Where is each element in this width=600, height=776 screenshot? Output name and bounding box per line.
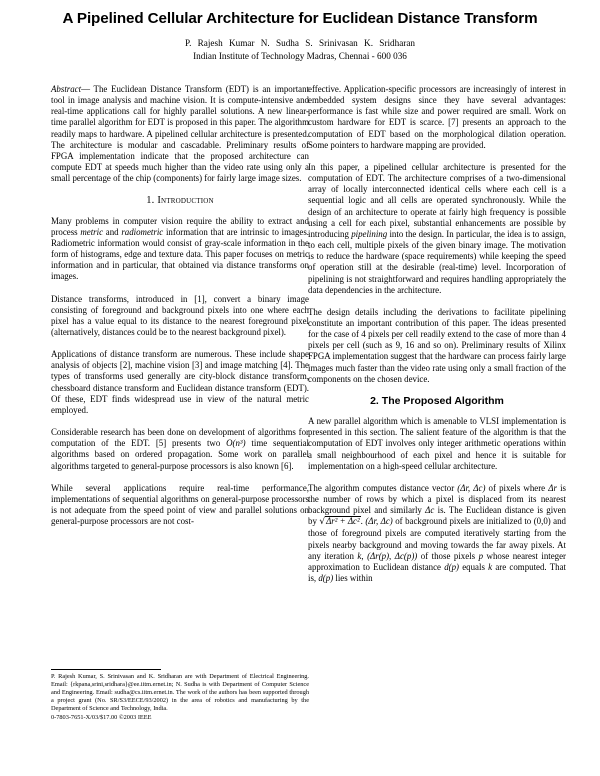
math-expression: Δc (425, 505, 435, 516)
section-1-heading (51, 195, 309, 206)
intro-paragraph-4 (51, 427, 309, 472)
text-run: Considerable research has been done on development of algorithms for computation of the EDT. [5] presents two (51, 427, 309, 449)
footnote-divider (51, 669, 161, 670)
footnote (51, 673, 309, 723)
math-expression: d(p) (318, 573, 334, 584)
text-run: is the number of rows by which a pixel is displaced from its nearest background pixel and similarly (308, 482, 567, 516)
math-expression: k (357, 550, 362, 561)
section-1-title: Introduction (157, 195, 214, 207)
text-run: time sequential algorithms based on ordered propagation. Some work on parallel algorithms targeted to general-purpose processors is also known [6]. (51, 438, 310, 471)
abstract-label: Abstract (51, 84, 82, 94)
text-run: of pixels where (485, 482, 549, 493)
intro-paragraph-5: While several applications require real-time performance, implementations of sequential algorithms on general-purpose processors is not adequate from the speed point of view and parallel solutions on general-purpose processors are not cost- (51, 482, 309, 527)
text-run: is. The Euclidean distance is given by (308, 505, 566, 527)
text-run: In this paper, a pipelined cellular architecture is presented for the computation of EDT. The architecture comprises of a two-dimensional array of locally interconnected identical cells where each cell is a sequential logic and all cells are operated synchronously. While the design of an architecture to operate at fairly high frequency is possible using a cell for each pixel, substantial enhancements are possible by introducing (308, 161, 566, 239)
math-expression: O(n³) (226, 438, 246, 449)
text-run: of background pixels are initialized to (0,0) and those of foreground pixels are computed iteratively starting from the pixels nearby background and moving towards the far away pixels. At any iteration (308, 516, 566, 561)
section-1-number: 1. (146, 195, 155, 207)
math-expression: (Δr, Δc) (365, 516, 393, 527)
algorithm-paragraph-2 (308, 483, 566, 584)
abstract-text: — The Euclidean Distance Transform (EDT) is an important tool in image analysis and machine vision. It is compute-intensive and real-time applications call for highly parallel solutions. A new linear-time parallel algorithm for EDT is proposed in this paper. The algorithm readily maps to hardware. A pipelined cellular architecture is presented. The architecture is modular and cascadable. Preliminary results of FPGA implementation indicate that the proposed architecture can compute EDT at speeds much higher than the video rate using only a small percentage of the chip (components) for fairly large image sizes. (51, 84, 309, 184)
copyright-code: 0-7803-7651-X/03/$17.00 ©2003 IEEE (51, 714, 152, 722)
text-run: equals (459, 561, 489, 572)
affiliation: Indian Institute of Technology Madras, Chennai - 600 036 (193, 51, 407, 61)
text-run: , (361, 550, 368, 561)
sqrt-radicand: Δr² + Δc² (326, 516, 360, 527)
sqrt-expression (319, 516, 360, 526)
footnote-text: P. Rajesh Kumar, S. Srinivasan and K. Sridharan are with Department of Electrical Engineering. Email: {rkpana,srini,sridhara}@ee.iitm.ernet.in; N. Sudha is with Department of Computer Science and Engineering. Email: sudha@cs.iitm.ernet.in. The work of the authors has been supported through a project grant (No. SR/S3/EECE/93/2002) in the area of robotics and manufacturing by the Department of Science and Technology, India. (51, 673, 309, 713)
author-list: P. Rajesh Kumar N. Sudha S. Srinivasan K. Sridharan (184, 38, 416, 48)
paper-title: A Pipelined Cellular Architecture for Euclidean Distance Transform (62, 10, 538, 27)
math-expression: k (488, 561, 493, 572)
math-expression: (Δr, Δc) (457, 482, 486, 493)
math-expression: p (478, 550, 484, 561)
emphasis: pipelining (351, 228, 388, 239)
math-expression: Δr (548, 482, 557, 493)
text-run: whose nearest integer approximation to Euclidean distance (308, 550, 567, 572)
text-run: Many problems in computer vision require the ability to extract and process (51, 215, 309, 237)
text-run: information that are intrinsic to images. Radiometric information would consist of gray-scale information in the form of histograms, edge and texture data. This paper focuses on metric information and in particular, that obtained via distance transforms on images. (51, 226, 309, 282)
algorithm-paragraph-1: A new parallel algorithm which is amenable to VLSI implementation is presented in this section. The salient feature of the algorithm is that the computation of EDT involves only integer arithmetic operations within a small neighbourhood of each pixel and hence it is suitable for implementation on a high-speed cellular architecture. (308, 416, 566, 471)
intro-paragraph-1 (51, 216, 309, 283)
text-run: The algorithm computes distance vector (308, 482, 458, 493)
abstract (51, 84, 309, 184)
math-expression: (Δr(p), Δc(p)) (367, 550, 418, 561)
sqrt-sign: √ (319, 517, 326, 528)
emphasis: radiometric (121, 226, 164, 237)
section-2-heading (308, 396, 566, 407)
right-column (308, 84, 566, 595)
left-column (51, 84, 309, 538)
text-run: into the design. In particular, the idea is to assign, to each cell, multiple pixels of the given binary image. The motivation is to reduce the hardware (space requirements) while keeping the speed of operation still at the desirable (real-time) level. Incorporation of pipelining is not straightforward and requires handling appropriately the data dependencies in the architecture. (308, 228, 566, 295)
right-paragraph-1: effective. Application-specific processors are increasingly of interest in embedded system designs since they have several advantages: performance is fast while size and power required are small. Work on custom hardware for EDT is scarce. [7] presents an approach to the computation of EDT based on the morphological dilation operation. Some pointers to hardware mapping are provided. (308, 84, 566, 150)
right-paragraph-2 (308, 162, 566, 296)
text-run: and (103, 226, 122, 237)
intro-paragraph-2: Distance transforms, introduced in [1], convert a binary image consisting of foreground and background pixels into one where each pixel has a value equal to its distance to the nearest foreground pixel (alternatively, distances could be to the nearest background pixel). (51, 293, 309, 337)
right-paragraph-3: The design details including the derivations to facilitate pipelining constitute an important contribution of this paper. The ideas presented for the case of 4 pixels per cell readily extend to the case of more than 4 pixels per cell (such as 9, 16 and so on). Preliminary results of Xilinx FPGA implementation suggest that the hardware can process fairly large images much faster than the video rate using only a small fraction of the components on the chosen device. (308, 306, 566, 384)
text-run: lies within (333, 573, 373, 584)
math-expression: d(p) (444, 561, 459, 572)
text-run: . (360, 516, 366, 527)
section-2-title: The Proposed Algorithm (381, 394, 504, 407)
emphasis: metric (80, 226, 104, 237)
text-run: are computed. That is, (308, 561, 566, 584)
section-2-number: 2. (370, 394, 379, 407)
intro-paragraph-3: Applications of distance transform are numerous. These include shape analysis of objects [2], machine vision [3] and image matching [4]. The types of transforms used generally are city-block distance transform, chessboard distance transform and Euclidean distance transform (EDT). Of these, EDT finds widespread use in view of the natural metric employed. (51, 349, 309, 415)
text-run: of those pixels (417, 550, 479, 561)
